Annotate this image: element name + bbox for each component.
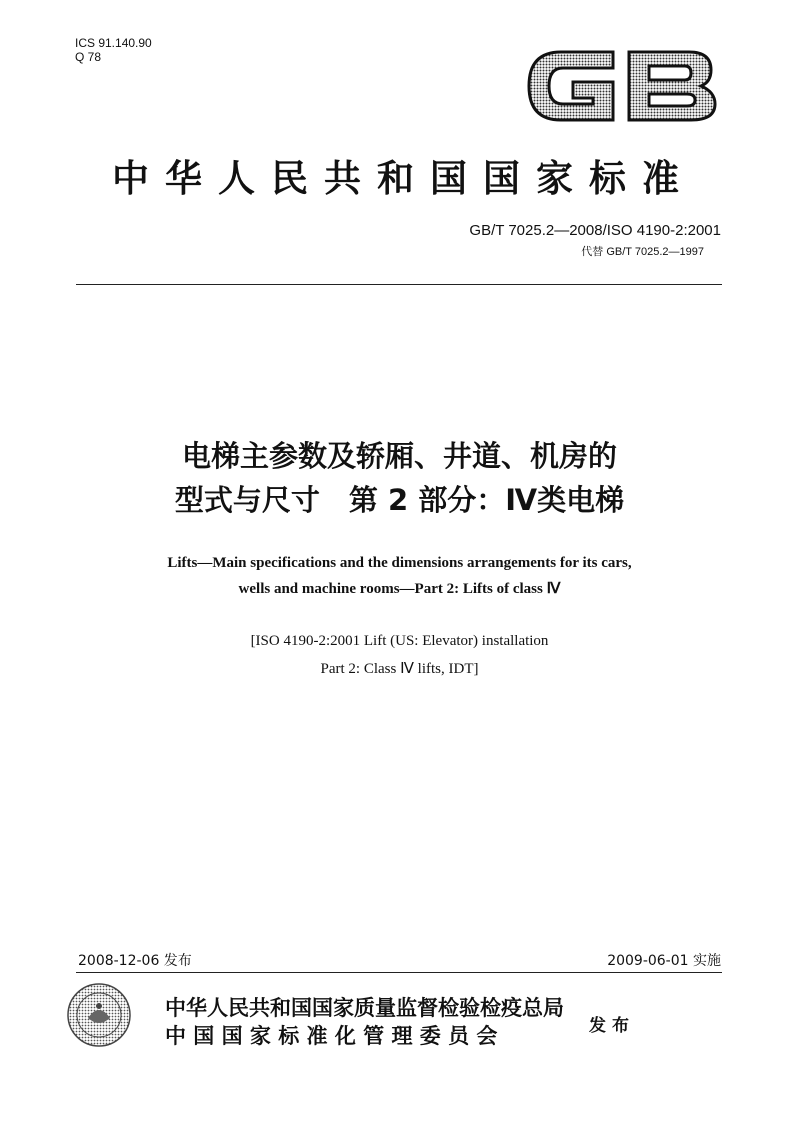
title-en-line1: Lifts—Main specifications and the dimensions arrangements for its cars,: [167, 555, 632, 571]
gb-logo-icon: [521, 42, 721, 130]
issue-date: 2008-12-06 发布: [78, 953, 192, 969]
issuer-aqsiq: 中华人民共和国国家质量监督检验检疫总局: [165, 996, 564, 1020]
ics-code: ICS 91.140.90: [75, 36, 152, 50]
org-title: 中华人民共和国国家标准: [112, 157, 695, 200]
official-seal-icon: [66, 982, 132, 1048]
publish-label: 发布: [589, 1016, 635, 1036]
footer-divider: [76, 972, 722, 973]
standard-number: GB/T 7025.2—2008/ISO 4190-2:2001: [469, 222, 721, 239]
title-zh-line2: 型式与尺寸 第 2 部分：Ⅳ类电梯: [174, 483, 625, 517]
title-iso-line1: [ISO 4190-2:2001 Lift (US: Elevator) installation: [250, 633, 549, 649]
title-iso-line2: Part 2: Class Ⅳ lifts, IDT]: [320, 661, 479, 677]
issuer-sac: 中 国 国 家 标 准 化 管 理 委 员 会: [165, 1024, 498, 1048]
header-divider: [76, 284, 722, 285]
ccs-code: Q 78: [75, 50, 102, 64]
title-zh-line1: 电梯主参数及轿厢、井道、机房的: [181, 439, 617, 473]
replaces-standard: 代替 GB/T 7025.2—1997: [581, 246, 704, 258]
implementation-date: 2009-06-01 实施: [607, 953, 721, 969]
classification-codes: [75, 36, 152, 64]
title-en-line2: wells and machine rooms—Part 2: Lifts of class Ⅳ: [238, 581, 561, 597]
